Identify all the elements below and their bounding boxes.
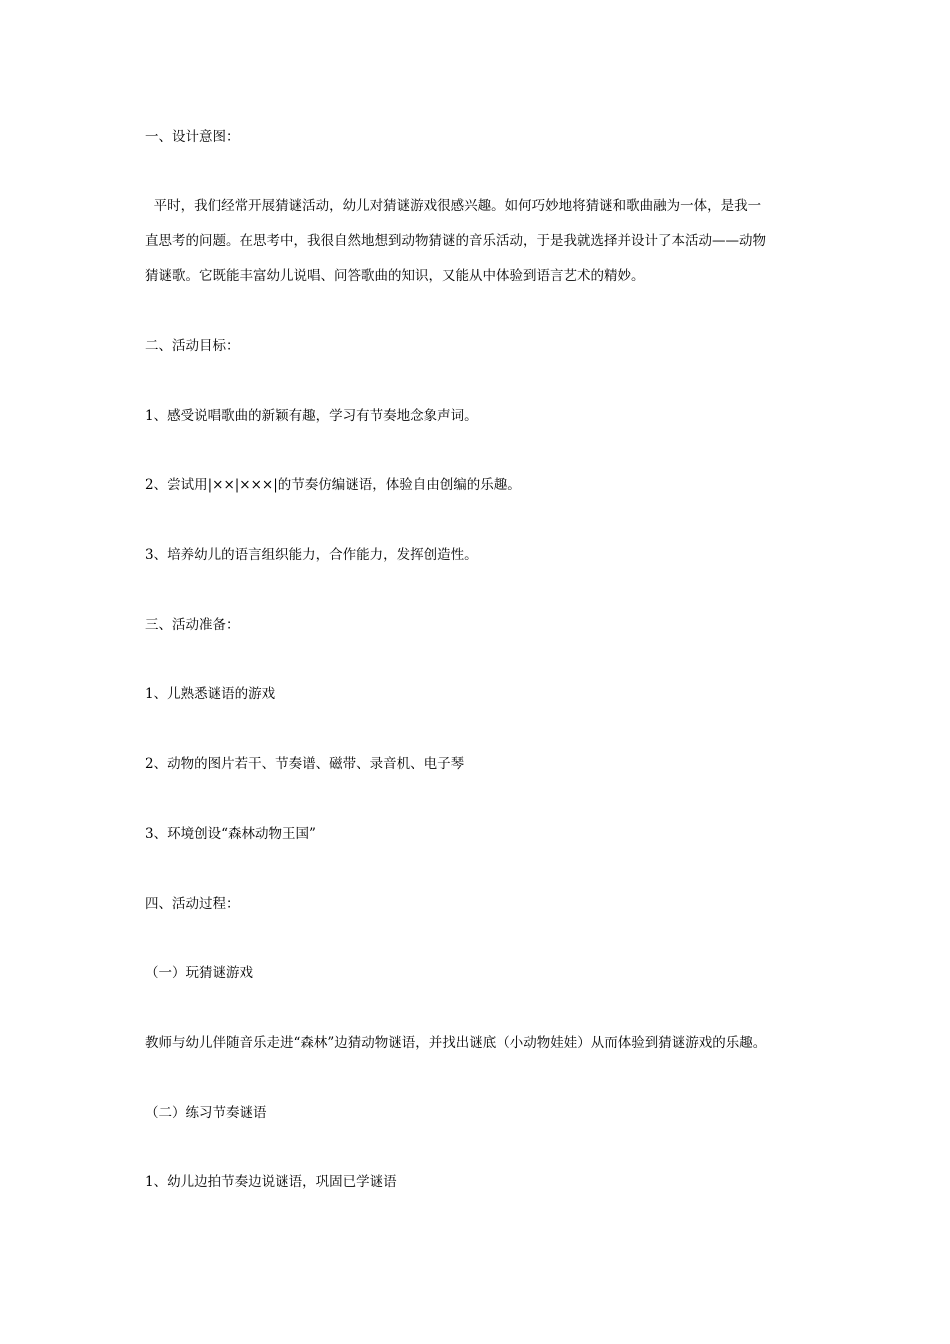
prep-item-3: 3、环境创设“森林动物王国” — [145, 826, 316, 842]
goal-item-2: 2、尝试用|××|×××|的节奏仿编谜语，体验自由创编的乐趣。 — [145, 477, 521, 493]
subsection1-text: 教师与幼儿伴随音乐走进“森林”边猜动物谜语，并找出谜底（小动物娃娃）从而体验到猜谜游戏的乐趣。 — [145, 1035, 767, 1051]
subsection1-heading: （一）玩猜谜游戏 — [145, 965, 253, 981]
section2-heading: 二、活动目标： — [145, 338, 240, 354]
subsection2-item-1: 1、幼儿边拍节奏边说谜语，巩固已学谜语 — [145, 1174, 397, 1190]
section1-paragraph-line3: 猜谜歌。它既能丰富幼儿说唱、问答歌曲的知识，又能从中体验到语言艺术的精妙。 — [145, 268, 645, 284]
section1-paragraph-line1: 平时，我们经常开展猜谜活动，幼儿对猜谜游戏很感兴趣。如何巧妙地将猜谜和歌曲融为一体，是我一 — [145, 198, 762, 214]
section3-heading: 三、活动准备： — [145, 617, 240, 633]
subsection2-heading: （二）练习节奏谜语 — [145, 1105, 267, 1121]
section1-paragraph-line2: 直思考的问题。在思考中，我很自然地想到动物猜谜的音乐活动，于是我就选择并设计了本活动——动物 — [145, 233, 766, 249]
prep-item-2: 2、动物的图片若干、节奏谱、磁带、录音机、电子琴 — [145, 756, 465, 772]
section1-heading: 一、设计意图： — [145, 129, 240, 145]
prep-item-1: 1、儿熟悉谜语的游戏 — [145, 686, 276, 702]
goal-item-3: 3、培养幼儿的语言组织能力，合作能力，发挥创造性。 — [145, 547, 478, 563]
section4-heading: 四、活动过程： — [145, 896, 240, 912]
goal-item-1: 1、感受说唱歌曲的新颖有趣，学习有节奏地念象声词。 — [145, 408, 478, 424]
